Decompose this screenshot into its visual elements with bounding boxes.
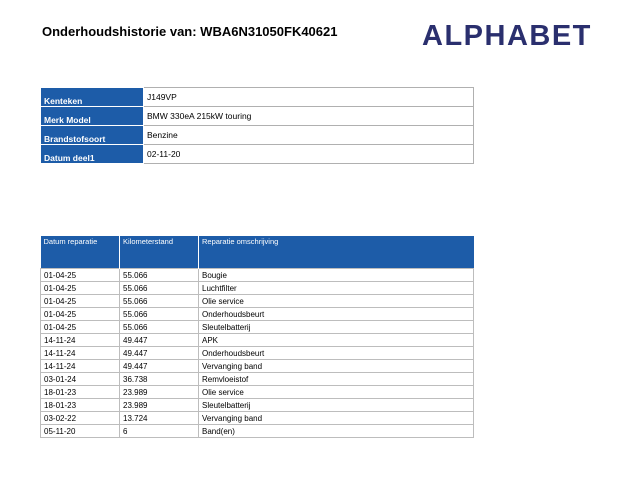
table-row [41, 386, 474, 399]
repair-date-cell: 01-04-25 [41, 269, 120, 282]
repair-km-cell: 23.989 [120, 386, 199, 399]
vehicle-label: Datum deel1 [41, 145, 144, 164]
table-row [41, 399, 474, 412]
vehicle-value: 02-11-20 [144, 145, 474, 164]
repair-date-cell: 18-01-23 [41, 399, 120, 412]
vehicle-row [41, 88, 474, 107]
alphabet-logo: ALPHABET [422, 20, 592, 52]
table-row [41, 360, 474, 373]
repair-km-cell: 49.447 [120, 334, 199, 347]
repair-description-cell: Onderhoudsbeurt [199, 347, 474, 360]
repair-description-cell: Sleutelbatterij [199, 321, 474, 334]
repair-description-cell: Remvloeistof [199, 373, 474, 386]
col-header-date: Datum reparatie [41, 236, 120, 269]
repair-km-cell: 49.447 [120, 360, 199, 373]
repair-date-cell: 14-11-24 [41, 347, 120, 360]
table-row [41, 425, 474, 438]
repair-km-cell: 55.066 [120, 321, 199, 334]
repair-description-cell: Vervanging band [199, 412, 474, 425]
vehicle-row [41, 145, 474, 164]
repair-km-cell: 55.066 [120, 295, 199, 308]
repair-date-cell: 05-11-20 [41, 425, 120, 438]
repair-date-cell: 01-04-25 [41, 321, 120, 334]
table-row [41, 321, 474, 334]
table-row [41, 282, 474, 295]
repair-km-cell: 55.066 [120, 282, 199, 295]
repair-km-cell: 55.066 [120, 269, 199, 282]
repair-header-row [41, 236, 474, 269]
vehicle-label: Kenteken [41, 88, 144, 107]
repair-date-cell: 03-01-24 [41, 373, 120, 386]
vehicle-info-table [40, 87, 474, 164]
repair-description-cell: Bougie [199, 269, 474, 282]
table-row [41, 373, 474, 386]
vehicle-value: BMW 330eA 215kW touring [144, 107, 474, 126]
repair-km-cell: 6 [120, 425, 199, 438]
repair-description-cell: Onderhoudsbeurt [199, 308, 474, 321]
vehicle-value: Benzine [144, 126, 474, 145]
repair-description-cell: Band(en) [199, 425, 474, 438]
vehicle-label: Merk Model [41, 107, 144, 126]
repair-km-cell: 36.738 [120, 373, 199, 386]
page-title: Onderhoudshistorie van: WBA6N31050FK40621 [42, 24, 338, 39]
table-row [41, 412, 474, 425]
table-row [41, 308, 474, 321]
repair-description-cell: Olie service [199, 386, 474, 399]
repair-date-cell: 01-04-25 [41, 308, 120, 321]
vehicle-value: J149VP [144, 88, 474, 107]
repair-description-cell: Vervanging band [199, 360, 474, 373]
repair-km-cell: 49.447 [120, 347, 199, 360]
repair-description-cell: Luchtfilter [199, 282, 474, 295]
repair-date-cell: 01-04-25 [41, 282, 120, 295]
repair-date-cell: 14-11-24 [41, 334, 120, 347]
repair-km-cell: 13.724 [120, 412, 199, 425]
vehicle-row [41, 107, 474, 126]
repair-history-table [40, 236, 474, 438]
repair-km-cell: 23.989 [120, 399, 199, 412]
table-row [41, 295, 474, 308]
repair-date-cell: 03-02-22 [41, 412, 120, 425]
repair-description-cell: APK [199, 334, 474, 347]
vehicle-label: Brandstofsoort [41, 126, 144, 145]
table-row [41, 334, 474, 347]
repair-date-cell: 14-11-24 [41, 360, 120, 373]
repair-description-cell: Olie service [199, 295, 474, 308]
table-row [41, 347, 474, 360]
table-row [41, 269, 474, 282]
repair-date-cell: 18-01-23 [41, 386, 120, 399]
repair-km-cell: 55.066 [120, 308, 199, 321]
col-header-description: Reparatie omschrijving [199, 236, 474, 269]
col-header-km: Kilometerstand [120, 236, 199, 269]
vehicle-row [41, 126, 474, 145]
repair-date-cell: 01-04-25 [41, 295, 120, 308]
repair-description-cell: Sleutelbatterij [199, 399, 474, 412]
